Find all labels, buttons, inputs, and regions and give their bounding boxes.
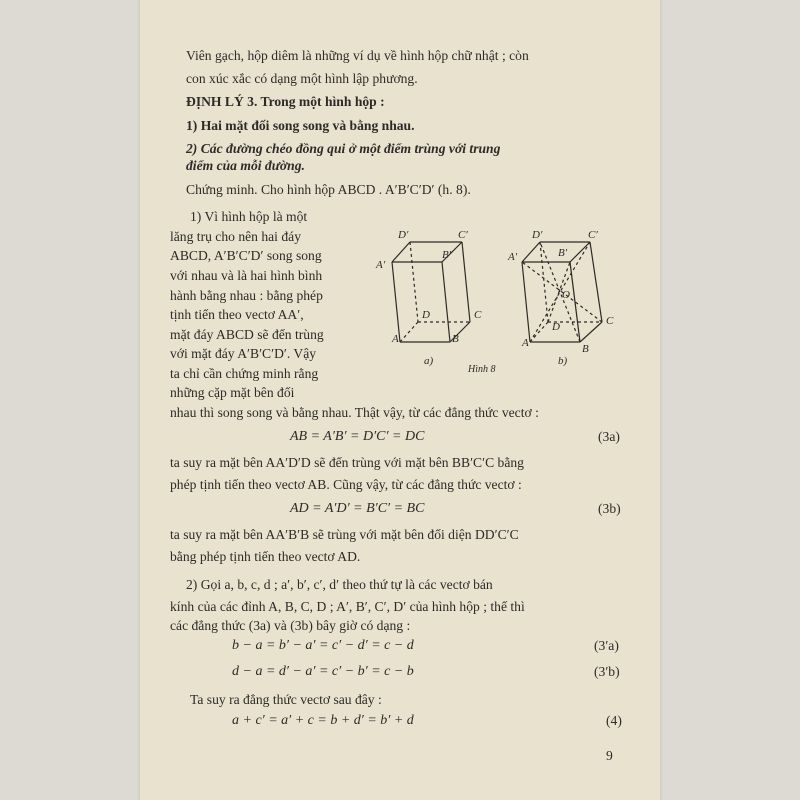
parallelepiped-a <box>392 242 470 342</box>
text-line: ta chỉ cần chứng minh rằng <box>170 366 319 381</box>
label-Cp-a: C′ <box>458 229 468 241</box>
label-Dp-a: D′ <box>398 229 409 241</box>
text-line: tịnh tiến theo vectơ AA′, <box>170 307 304 322</box>
text-line: phép tịnh tiến theo vectơ AB. Cũng vậy, từ các đẳng thức vectơ : <box>170 477 522 492</box>
equation-number: (3′b) <box>594 664 620 679</box>
figure-caption: Hình 8 <box>468 364 496 375</box>
label-B-b: B <box>582 343 589 355</box>
text-line: ABCD, A′B′C′D′ song song <box>170 248 322 263</box>
label-O-b: O <box>562 289 570 301</box>
text-line: bằng phép tịnh tiến theo vectơ AD. <box>170 549 361 564</box>
text-line: lăng trụ cho nên hai đáy <box>170 229 301 244</box>
label-Ap-a: A′ <box>376 259 386 271</box>
label-D-a: D <box>422 309 430 321</box>
text-line: nhau thì song song và bằng nhau. Thật vậy, từ các đẳng thức vectơ : <box>170 405 539 420</box>
equation-3a: AB = A′B′ = D′C′ = DC <box>290 429 425 444</box>
label-C-a: C <box>474 309 482 321</box>
sub-caption-a: a) <box>424 355 434 367</box>
text-line: ta suy ra mặt bên AA′B′B sẽ trùng với mặt bên đối diện DD′C′C <box>170 527 519 542</box>
text-line: 2) Gọi a, b, c, d ; a′, b′, c′, d′ theo thứ tự là các vectơ bán <box>186 577 493 592</box>
label-A-b: A <box>522 337 529 349</box>
equation-3b-prime: d − a = d′ − a′ = c′ − b′ = c − b <box>232 664 414 679</box>
text-line: mặt đáy ABCD sẽ đến trùng <box>170 327 324 342</box>
text-line: 1) Vì hình hộp là một <box>190 209 308 224</box>
label-Bp-a: B′ <box>442 249 452 261</box>
page-number: 9 <box>606 748 613 763</box>
text-line: hành bằng nhau : bằng phép <box>170 288 323 303</box>
text-line: Ta suy ra đẳng thức vectơ sau đây : <box>190 692 382 707</box>
text-line: con xúc xắc có dạng một hình lập phương. <box>186 71 418 86</box>
label-Bp-b: B′ <box>558 247 568 259</box>
equation-number: (3b) <box>598 501 621 516</box>
label-Cp-b: C′ <box>588 229 598 241</box>
equation-3a-prime: b − a = b′ − a′ = c′ − d′ = c − d <box>232 638 414 653</box>
text-line: ta suy ra mặt bên AA′D′D sẽ đến trùng với mặt bên BB′C′C bằng <box>170 455 524 470</box>
label-B-a: B <box>452 333 459 345</box>
label-C-b: C <box>606 315 614 327</box>
sub-caption-b: b) <box>558 355 568 367</box>
text-line: kính của các đỉnh A, B, C, D ; A′, B′, C′, D′ của hình hộp ; thế thì <box>170 599 525 614</box>
text-line: những cặp mặt bên đối <box>170 385 295 400</box>
theorem-part-2-cont: điểm của mỗi đường. <box>186 158 305 173</box>
label-Dp-b: D′ <box>532 229 543 241</box>
equation-number: (4) <box>606 713 622 728</box>
label-Ap-b: A′ <box>508 251 518 263</box>
equation-4: a + c′ = a′ + c = b + d′ = b′ + d <box>232 713 414 728</box>
equation-number: (3a) <box>598 429 620 444</box>
proof-heading: Chứng minh. Cho hình hộp ABCD . A′B′C′D′ (h. 8). <box>186 182 471 197</box>
equation-number: (3′a) <box>594 638 619 653</box>
text-line: với nhau và là hai hình bình <box>170 268 323 283</box>
theorem-part-1: 1) Hai mặt đối song song và bằng nhau. <box>186 118 415 133</box>
text-line: với mặt đáy A′B′C′D′. Vậy <box>170 346 317 361</box>
theorem-heading: ĐỊNH LÝ 3. Trong một hình hộp : <box>186 94 385 109</box>
figure-8-parallelepipeds <box>362 212 634 384</box>
label-D-b: D <box>552 321 560 333</box>
label-A-a: A <box>392 333 399 345</box>
theorem-part-2: 2) Các đường chéo đồng qui ở một điểm trùng với trung <box>186 141 501 156</box>
equation-3b: AD = A′D′ = B′C′ = BC <box>290 501 425 516</box>
text-line: các đẳng thức (3a) và (3b) bây giờ có dạng : <box>170 618 411 633</box>
text-line: Viên gạch, hộp diêm là những ví dụ về hình hộp chữ nhật ; còn <box>186 48 529 63</box>
